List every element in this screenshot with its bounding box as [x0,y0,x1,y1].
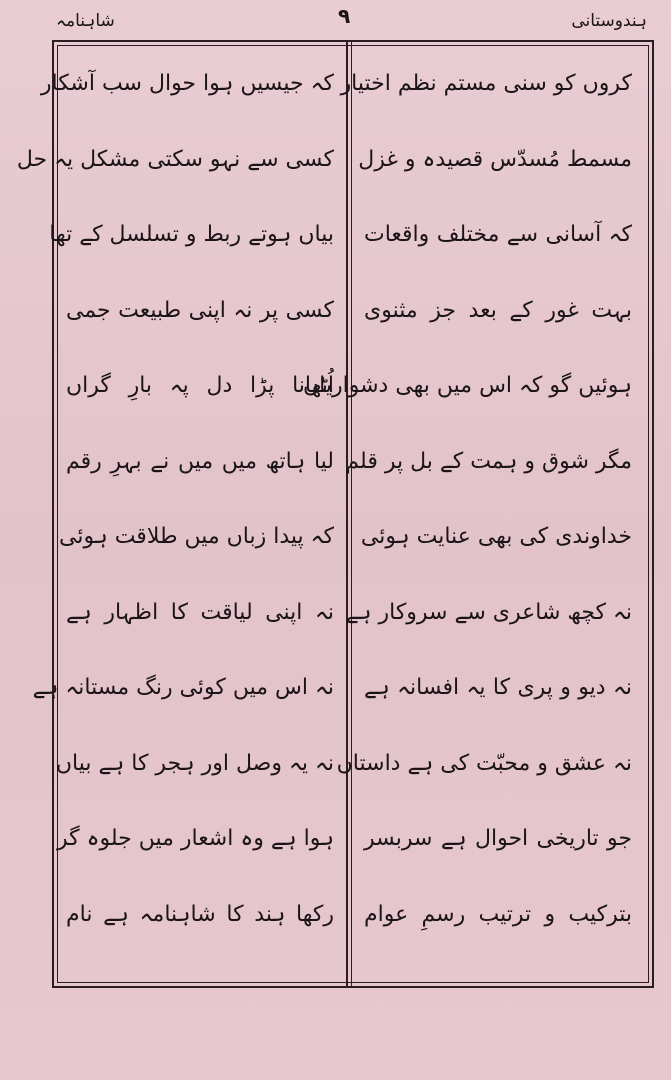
verse-line: کروں کو سنی مستم نظم اختیار [340,71,632,96]
header-right-title: ہندوستانی [571,11,647,31]
verse-line: اُٹھانا پڑا دل پہ بارِ گراں [66,373,334,398]
column-divider-secondary [351,42,352,986]
verse-line: کہ جیسیں ہوا حوال سب آشکار [40,71,334,96]
page-header [46,4,657,36]
verse-line: رکھا ہند کا شاہنامہ ہے نام [66,901,334,927]
verse-line: خداوندی کی بھی عنایت ہوئی [360,524,632,549]
verse-line: لیا ہاتھ میں میں نے بہرِ رقم [66,448,334,474]
verse-line: ہوا ہے وہ اشعار میں جلوہ گر [56,826,334,851]
header-left-title: شاہنامہ [56,11,115,31]
verse-line: کہ پیدا زباں میں طلاقت ہوئی [59,524,334,549]
verse-line: مسمط مُسدّس قصیدہ و غزل [358,146,632,172]
verse-line: نہ کچھ شاعری سے سروکار ہے [345,599,632,625]
verse-line: نہ اس میں کوئی رنگ مستانہ ہے [32,675,334,700]
column-divider [346,42,348,986]
verse-line: نہ یہ وصل اور ہجر کا ہے بیاں [55,750,334,776]
verse-line: بہت غور کے بعد جز مثنوی [364,297,632,323]
verse-line: بترکیب و ترتیب رسمِ عوام [364,901,632,927]
verse-line: نہ دیو و پری کا یہ افسانہ ہے [364,675,632,700]
page-number: ۹ [338,4,351,28]
verse-line: مگر شوق و ہمت کے بل پر قلم [345,448,632,474]
verse-line: کسی سے نہو سکتی مشکل یہ حل [16,146,334,172]
left-verse-column [16,56,338,962]
verse-line: ہوئیں گو کہ اس میں بھی دشواریاں [303,373,632,398]
verse-line: کسی پر نہ اپنی طبیعت جمی [66,297,334,323]
verse-line: جو تاریخی احوال ہے سربسر [364,826,632,851]
verse-line: نہ اپنی لیاقت کا اظہار ہے [66,599,334,625]
verse-frame [16,40,654,988]
right-verse-column [303,56,636,962]
verse-line: نہ عشق و محبّت کی ہے داستاں [336,750,632,776]
verse-line: بیاں ہوتے ربط و تسلسل کے تھا [49,222,334,247]
verse-line: کہ آسانی سے مختلف واقعات [364,222,632,247]
